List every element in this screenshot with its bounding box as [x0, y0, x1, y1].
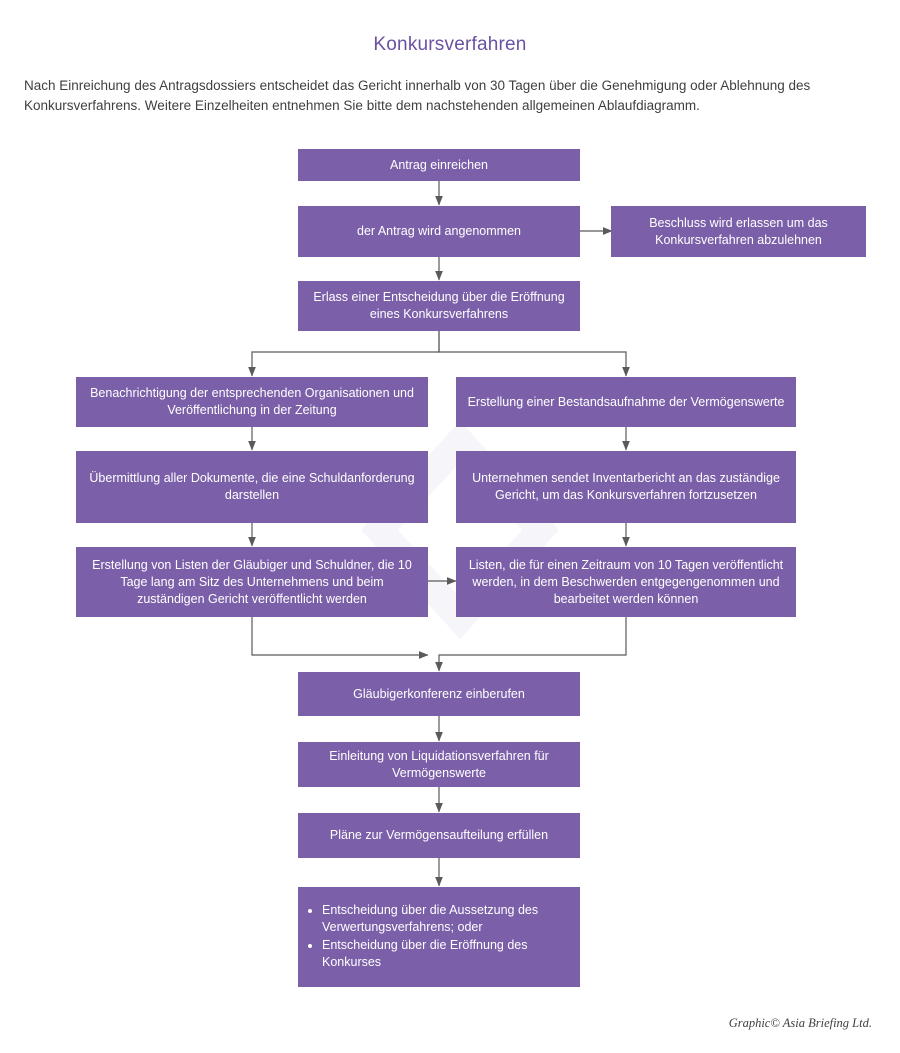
node-vermoegensaufteilung [298, 813, 580, 858]
node-label: Übermittlung aller Dokumente, die eine Schuldanforderung darstellen [89, 471, 415, 502]
node-inventarbericht [456, 451, 796, 523]
node-label: Erstellung einer Bestandsaufnahme der Vermögenswerte [467, 394, 785, 409]
page-title: Konkursverfahren [373, 34, 527, 55]
node-bestandsaufnahme [456, 377, 796, 427]
node-antrag-einreichen [298, 149, 580, 181]
node-glaeubigerkonferenz [298, 672, 580, 716]
node-label: Listen, die für einen Zeitraum von 10 Tagen veröffentlicht werden, in dem Beschwerden entgegengenommen und bearbeitet werden können [468, 557, 784, 606]
node-bullet-item: • Entscheidung über die Aussetzung des Verwertungsverfahrens; oder [322, 902, 570, 936]
node-label: Pläne zur Vermögensaufteilung erfüllen [329, 828, 549, 842]
node-label: Erstellung von Listen der Gläubiger und Schuldner, die 10 Tage lang am Sitz des Unternehmens und beim zuständigen Gericht veröffentlicht werden [92, 557, 412, 606]
node-bullet-list [308, 902, 570, 972]
intro-paragraph: Nach Einreichung des Antragsdossiers entscheidet das Gericht innerhalb von 30 Tagen über die Genehmigung oder Ablehnung des Konkursverfahrens. Weitere Einzelheiten entnehmen Sie bitte dem nachstehenden allgemeinen Ablaufdiagramm. [24, 78, 811, 113]
node-liquidationsverfahren [298, 742, 580, 787]
node-label: Beschluss wird erlassen um das Konkursverfahren abzulehnen [649, 215, 828, 247]
watermark-logo [330, 400, 590, 660]
node-entscheidung-eroeffnung [298, 281, 580, 331]
node-label: Gläubigerkonferenz einberufen [353, 686, 525, 701]
node-benachrichtigung-organisationen [76, 377, 428, 427]
node-entscheidungen-liste [298, 887, 580, 987]
node-label: Unternehmen sendet Inventarbericht an das zuständige Gericht, um das Konkursverfahren fortzusetzen [472, 471, 780, 502]
node-label: Antrag einreichen [390, 157, 488, 172]
node-uebermittlung-dokumente [76, 451, 428, 523]
credit-text: Graphic© Asia Briefing Ltd. [728, 1016, 872, 1030]
node-bullet-item: • Entscheidung über die Eröffnung des Konkurses [322, 937, 570, 971]
node-antrag-angenommen [298, 206, 580, 257]
node-label: Erlass einer Entscheidung über die Eröffnung eines Konkursverfahrens [313, 290, 565, 321]
node-listen-glaeubiger-schuldner [76, 547, 428, 617]
node-listen-veroeffentlichung [456, 547, 796, 617]
node-label: Benachrichtigung der entsprechenden Organisationen und Veröffentlichung in der Zeitung [90, 386, 414, 417]
node-label: Einleitung von Liquidationsverfahren für Vermögenswerte [329, 748, 549, 780]
node-label: der Antrag wird angenommen [357, 224, 521, 238]
node-beschluss-ablehnen [611, 206, 866, 257]
